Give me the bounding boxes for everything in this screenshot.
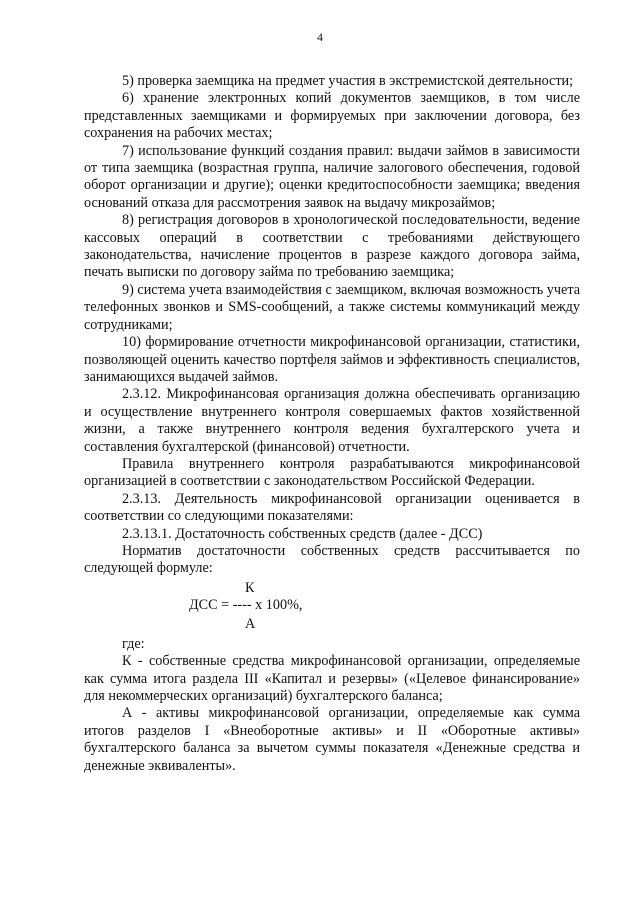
paragraph-2-3-13-1: 2.3.13.1. Достаточность собственных средств (далее - ДСС) bbox=[122, 525, 483, 542]
paragraph-definition-k: К - собственные средства микрофинансовой организации, определяемые как сумма итога раздела III «Капитал и резервы» («Целевое финансирование» для некоммерческих организаций) бухгалтерского баланса; bbox=[84, 653, 580, 704]
paragraph-2-3-12: 2.3.12. Микрофинансовая организация должна обеспечивать организацию и осуществление внутреннего контроля совершаемых фактов хозяйственной жизни, а также внутреннего контроля ведения бухгалтерского учета и составления бухгалтерской (финансовой) отчетности. bbox=[84, 386, 580, 455]
paragraph-item-6: 6) хранение электронных копий документов заемщиков, в том числе представленных заемщиками и формируемых при заключении договора, без сохранения на рабочих местах; bbox=[84, 90, 580, 142]
paragraph-item-7: 7) использование функций создания правил: выдачи займов в зависимости от типа заемщика (возрастная группа, наличие залогового обеспечения, годовой оборот организации и другие); оценки кредитоспособности заемщика; введения оснований отказа для рассмотрения заявок на выдачу микрозаймов; bbox=[84, 142, 580, 211]
formula-expression: ДСС = ---- х 100%, bbox=[189, 596, 303, 613]
paragraph-2-3-13: 2.3.13. Деятельность микрофинансовой организации оценивается в соответствии со следующими показателями: bbox=[84, 490, 580, 525]
formula-numerator: К bbox=[245, 579, 255, 596]
paragraph-definition-a: А - активы микрофинансовой организации, определяемые как сумма итогов разделов I «Внеоборотные активы» и II «Оборотные активы» бухгалтерского баланса за вычетом суммы показателя «Денежные средства и денежные эквиваленты». bbox=[84, 705, 580, 774]
paragraph-item-5: 5) проверка заемщика на предмет участия в экстремистской деятельности; bbox=[122, 73, 574, 89]
formula-denominator: А bbox=[245, 615, 256, 632]
paragraph-formula-intro: Норматив достаточности собственных средств рассчитывается по следующей формуле: bbox=[84, 542, 580, 577]
paragraph-item-9: 9) система учета взаимодействия с заемщиком, включая возможность учета телефонных звонков и SMS-сообщений, а также системы коммуникаций между сотрудниками; bbox=[84, 281, 580, 333]
page-number: 4 bbox=[317, 30, 323, 44]
where-label: где: bbox=[122, 635, 145, 652]
paragraph-internal-control-rules: Правила внутреннего контроля разрабатываются микрофинансовой организацией в соответствии с законодательством Российской Федерации. bbox=[84, 455, 580, 490]
formula-dss bbox=[84, 578, 580, 636]
document-body bbox=[84, 73, 580, 775]
paragraph-item-10: 10) формирование отчетности микрофинансовой организации, статистики, позволяющей оценить качество портфеля займов и эффективность специалистов, занимающихся выдачей займов. bbox=[84, 334, 580, 385]
paragraph-item-8: 8) регистрация договоров в хронологической последовательности, ведение кассовых операций в соответствии с требованиями действующего законодательства, начисление процентов в разрезе каждого договора займа, печать выписки по договору займа по требованию заемщика; bbox=[84, 212, 580, 281]
